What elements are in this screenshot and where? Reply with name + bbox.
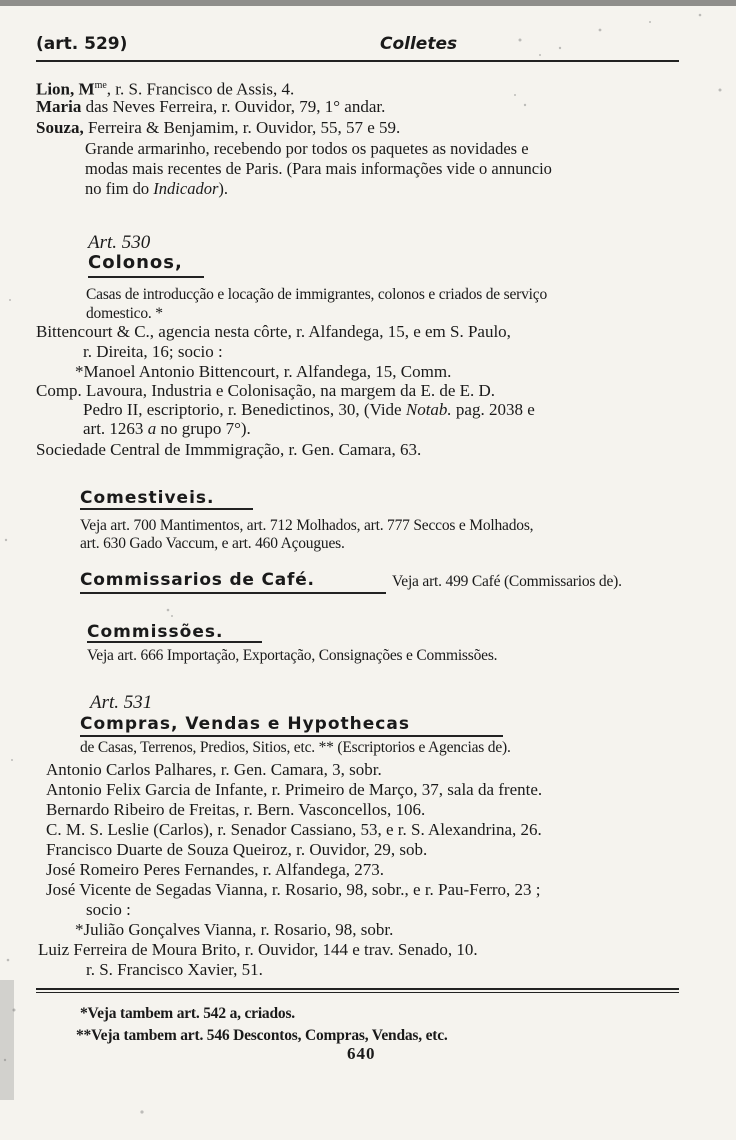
header-title: Colletes <box>380 34 458 54</box>
art531-title: Compras, Vendas e Hypothecas <box>80 714 410 734</box>
entry-maria: Maria das Neves Ferreira, r. Ouvidor, 79, 1° andar. <box>36 97 386 116</box>
entry-lion: Lion, $M^{me}$, r. S. Francisco de Assis, 4. <box>36 79 295 99</box>
entry-bittencourt-1: Bittencourt & C., agencia nesta côrte, r. Alfandega, 15, e em S. Paulo, <box>36 322 511 341</box>
art530-desc-2: domestico. * <box>86 305 163 322</box>
commissoes-title: Commissões. <box>87 622 224 642</box>
footnote-1: *Veja tambem art. 542 a, criados. <box>80 1005 295 1022</box>
souza-desc-2: modas mais recentes de Paris. (Para mais informações vide o annuncio <box>85 159 552 178</box>
art530-label: Art. 530 <box>88 232 151 253</box>
entry-infante: Antonio Felix Garcia de Infante, r. Primeiro de Março, 37, sala da frente. <box>46 780 543 799</box>
entry-luiz-2: r. S. Francisco Xavier, 51. <box>86 960 263 979</box>
entry-francisco: Francisco Duarte de Souza Queiroz, r. Ouvidor, 29, sob. <box>46 840 428 859</box>
art531-desc: de Casas, Terrenos, Predios, Sitios, etc. ** (Escriptorios e Agencias de). <box>80 739 511 756</box>
speckles <box>4 14 722 1114</box>
commissarios-ref: Veja art. 499 Café (Commissarios de). <box>392 573 622 590</box>
entry-manoel: *Manoel Antonio Bittencourt, r. Alfandega, 15, Comm. <box>75 362 452 381</box>
entry-bittencourt-2: r. Direita, 16; socio : <box>83 342 223 361</box>
top-edge-shadow <box>0 0 736 6</box>
comestiveis-title: Comestiveis. <box>80 488 215 508</box>
comestiveis-line-2: art. 630 Gado Vaccum, e art. 460 Açougues. <box>80 535 345 552</box>
commissoes-ref: Veja art. 666 Importação, Exportação, Consignações e Commissões. <box>87 647 498 664</box>
entry-palhares: Antonio Carlos Palhares, r. Gen. Camara, 3, sobr. <box>46 760 382 779</box>
page-number: 640 <box>347 1044 376 1063</box>
entry-leslie: C. M. S. Leslie (Carlos), r. Senador Cassiano, 53, e r. S. Alexandrina, 26. <box>46 820 542 839</box>
entry-comp-3: art. 1263 a no grupo 7°). <box>83 419 251 438</box>
entry-juliao: *Julião Gonçalves Vianna, r. Rosario, 98, sobr. <box>75 920 394 939</box>
souza-desc-1: Grande armarinho, recebendo por todos os paquetes as novidades e <box>85 139 529 158</box>
entry-socio: socio : <box>86 900 131 919</box>
entry-luiz-1: Luiz Ferreira de Moura Brito, r. Ouvidor, 144 e trav. Senado, 10. <box>38 940 478 959</box>
entry-comp-2: Pedro II, escriptorio, r. Benedictinos, 30, (Vide Notab. pag. 2038 e <box>83 400 535 419</box>
commissarios-title: Commissarios de Café. <box>80 570 315 590</box>
footnote-2: **Veja tambem art. 546 Descontos, Compras, Vendas, etc. <box>76 1027 448 1044</box>
left-edge-shadow <box>0 980 14 1100</box>
entry-sociedade: Sociedade Central de Immmigração, r. Gen. Camara, 63. <box>36 440 422 459</box>
header-art: (art. 529) <box>36 34 128 54</box>
art530-title: Colonos, <box>88 252 183 273</box>
entry-jose-vicente: José Vicente de Segadas Vianna, r. Rosario, 98, sobr., e r. Pau-Ferro, 23 ; <box>46 880 541 899</box>
souza-desc-3: no fim do Indicador). <box>85 179 228 198</box>
entry-bernardo: Bernardo Ribeiro de Freitas, r. Bern. Vasconcellos, 106. <box>46 800 426 819</box>
entry-comp-1: Comp. Lavoura, Industria e Colonisação, na margem da E. de E. D. <box>36 381 496 400</box>
comestiveis-line-1: Veja art. 700 Mantimentos, art. 712 Molhados, art. 777 Seccos e Molhados, <box>80 517 534 534</box>
art530-desc-1: Casas de introducção e locação de immigrantes, colonos e criados de serviço <box>86 286 548 303</box>
entry-jose-romeiro: José Romeiro Peres Fernandes, r. Alfandega, 273. <box>46 860 385 879</box>
art531-label: Art. 531 <box>90 692 153 713</box>
entry-souza: Souza, Ferreira & Benjamim, r. Ouvidor, 55, 57 e 59. <box>36 118 401 137</box>
